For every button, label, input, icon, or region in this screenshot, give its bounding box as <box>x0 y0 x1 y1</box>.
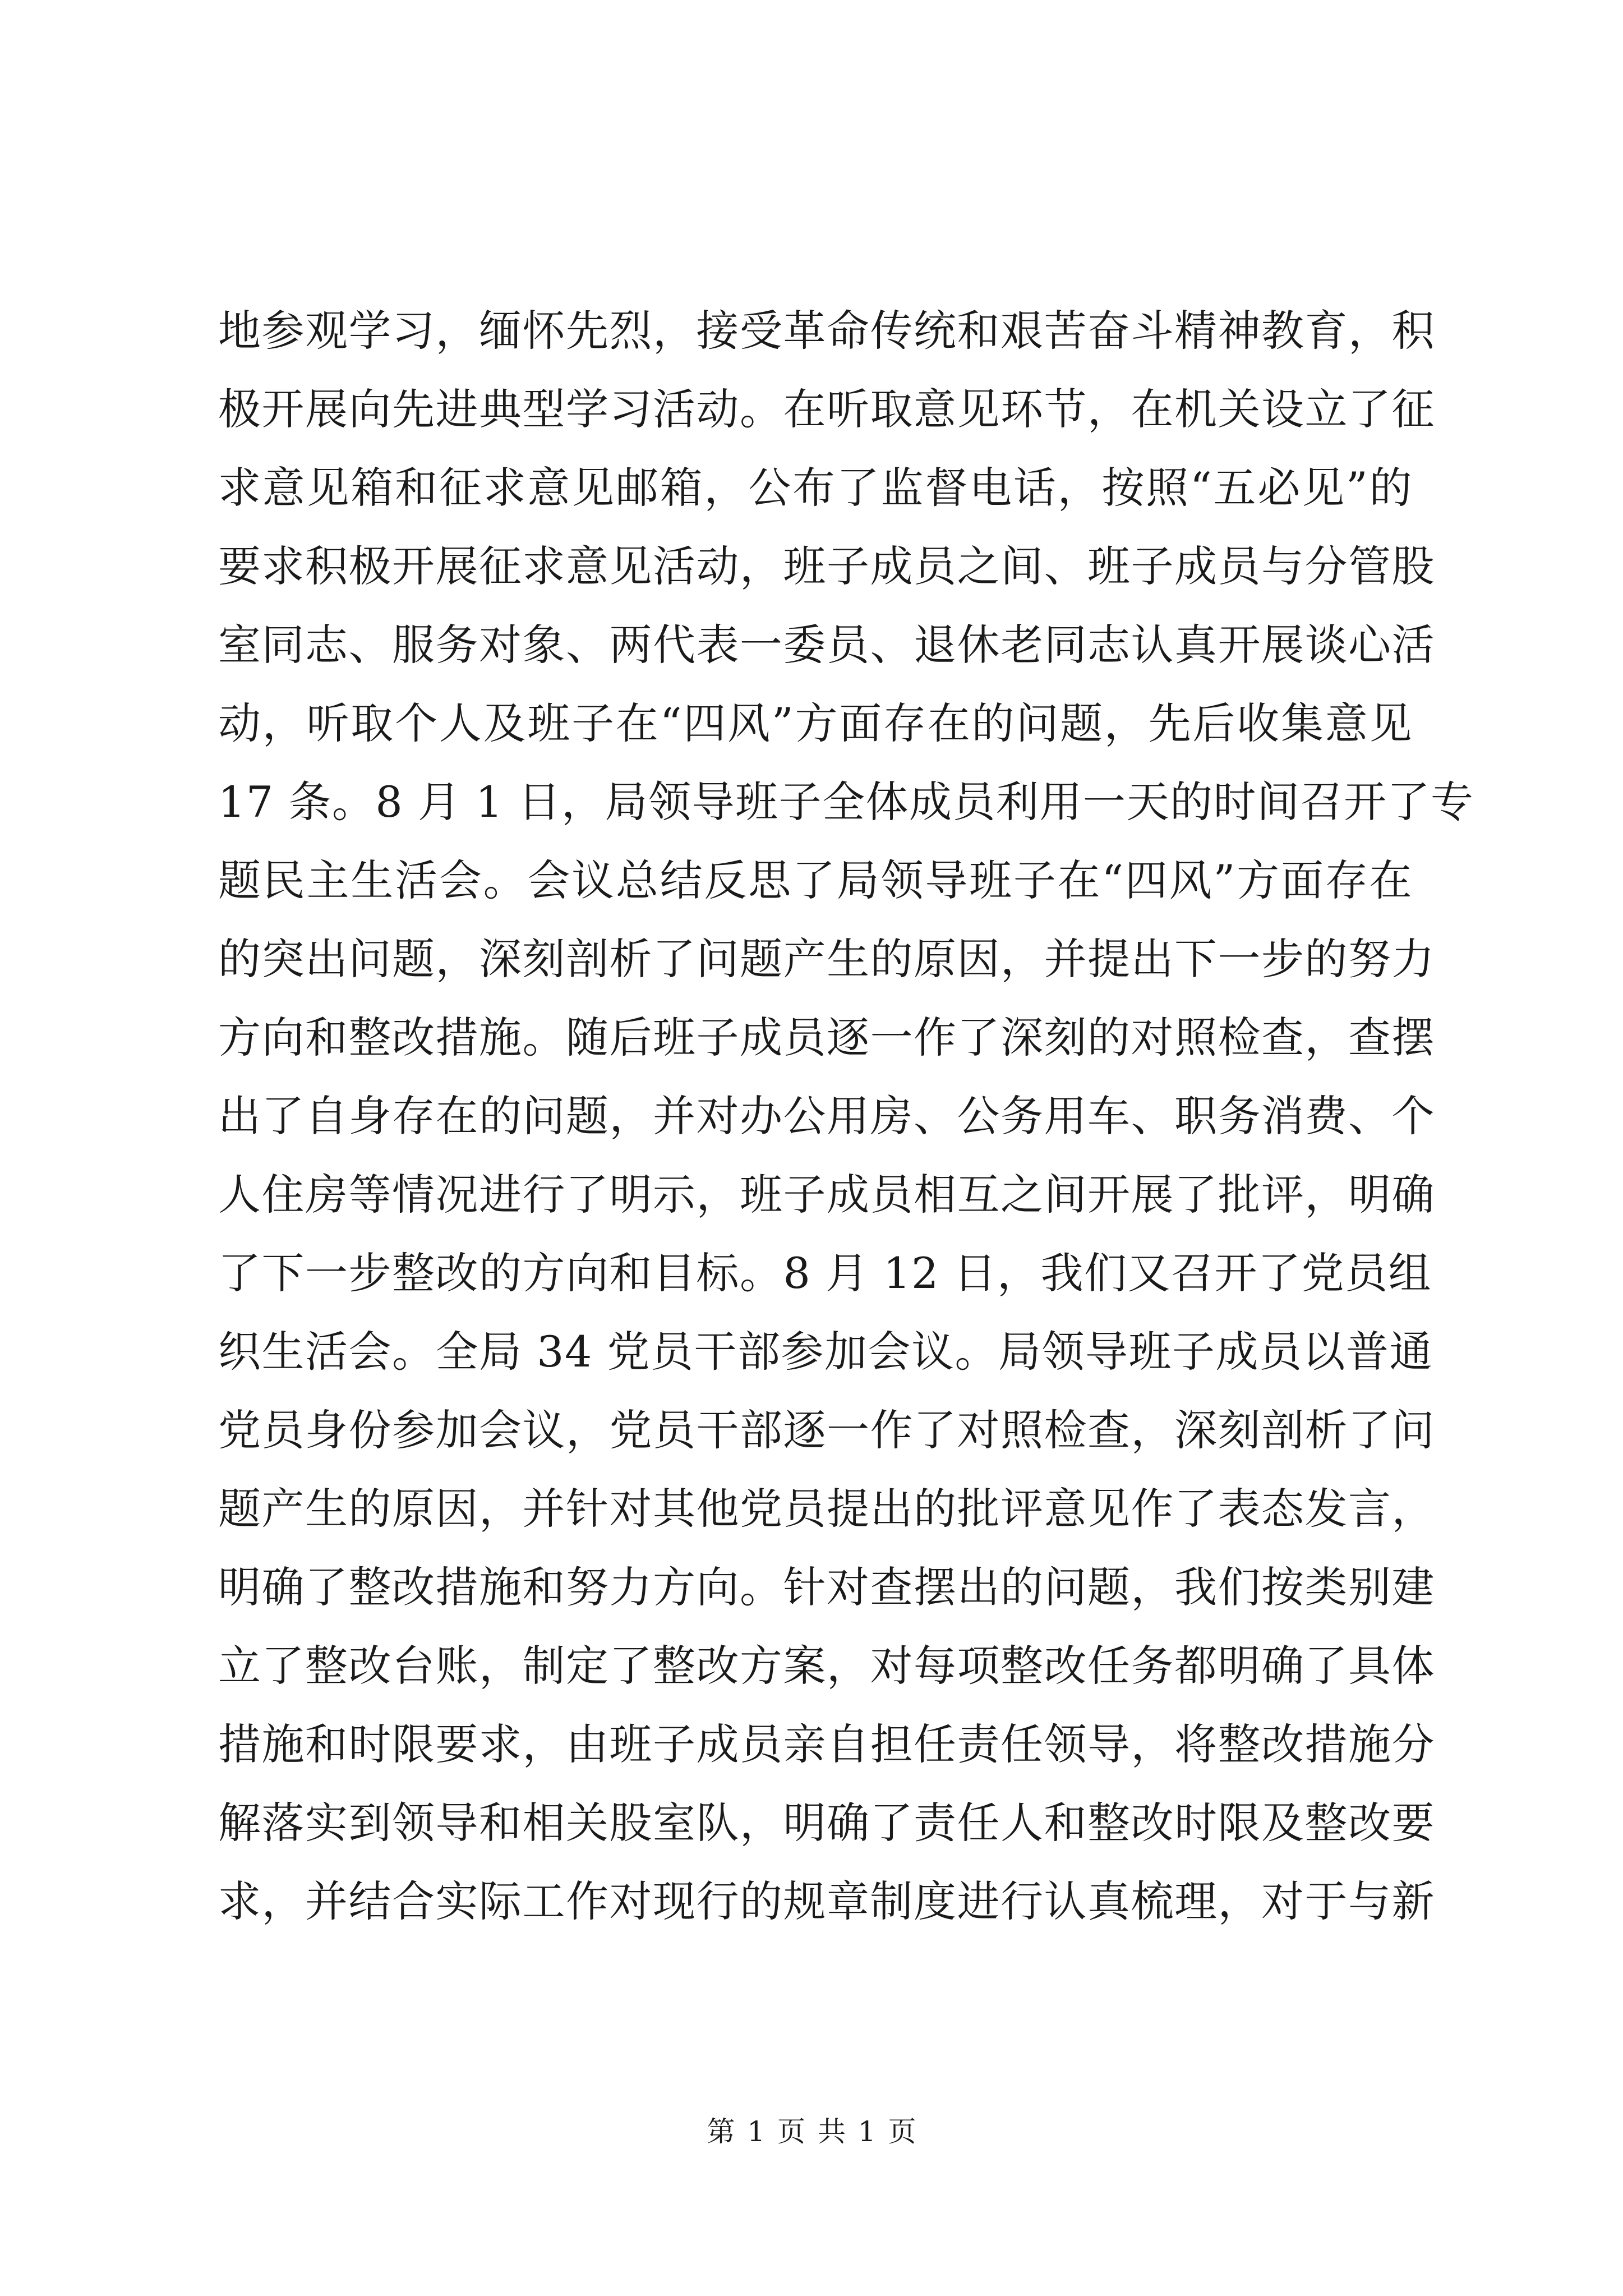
text-line: 地参观学习，缅怀先烈，接受革命传统和艰苦奋斗精神教育，积 <box>218 306 1435 356</box>
text-line: 党员身份参加会议，党员干部逐一作了对照检查，深刻剖析了问 <box>218 1405 1435 1455</box>
text-line: 织生活会。全局 34 党员干部参加会议。局领导班子成员以普通 <box>218 1327 1433 1377</box>
text-line: 题民主生活会。会议总结反思了局领导班子在“四风”方面存在 <box>218 855 1413 905</box>
text-line: 了下一步整改的方向和目标。8 月 12 日，我们又召开了党员组 <box>218 1248 1432 1298</box>
page-number-footer: 第 1 页 共 1 页 <box>707 2115 916 2148</box>
text-line: 明确了整改措施和努力方向。针对查摆出的问题，我们按类别建 <box>218 1562 1435 1612</box>
text-line: 求，并结合实际工作对现行的规章制度进行认真梳理，对于与新 <box>218 1876 1435 1926</box>
text-line: 立了整改台账，制定了整改方案，对每项整改任务都明确了具体 <box>218 1641 1435 1691</box>
text-line: 求意见箱和征求意见邮箱，公布了监督电话，按照“五必见”的 <box>218 463 1413 513</box>
text-line: 措施和时限要求，由班子成员亲自担任责任领导，将整改措施分 <box>218 1719 1435 1769</box>
text-line: 题产生的原因，并针对其他党员提出的批评意见作了表态发言， <box>218 1484 1435 1534</box>
text-line: 极开展向先进典型学习活动。在听取意见环节，在机关设立了征 <box>218 384 1435 434</box>
text-line: 人住房等情况进行了明示，班子成员相互之间开展了批评，明确 <box>218 1170 1435 1220</box>
text-line: 解落实到领导和相关股室队，明确了责任人和整改时限及整改要 <box>218 1798 1435 1848</box>
text-line: 动，听取个人及班子在“四风”方面存在的问题，先后收集意见 <box>218 698 1413 748</box>
text-line: 的突出问题，深刻剖析了问题产生的原因，并提出下一步的努力 <box>218 934 1435 984</box>
text-line: 方向和整改措施。随后班子成员逐一作了深刻的对照检查，查摆 <box>218 1013 1435 1062</box>
text-line: 17 条。8 月 1 日，局领导班子全体成员利用一天的时间召开了专 <box>218 777 1474 827</box>
text-line: 出了自身存在的问题，并对办公用房、公务用车、职务消费、个 <box>218 1091 1435 1141</box>
text-line: 室同志、服务对象、两代表一委员、退休老同志认真开展谈心活 <box>218 620 1435 670</box>
text-line: 要求积极开展征求意见活动，班子成员之间、班子成员与分管股 <box>218 541 1435 591</box>
body-paragraph <box>218 292 1474 1941</box>
